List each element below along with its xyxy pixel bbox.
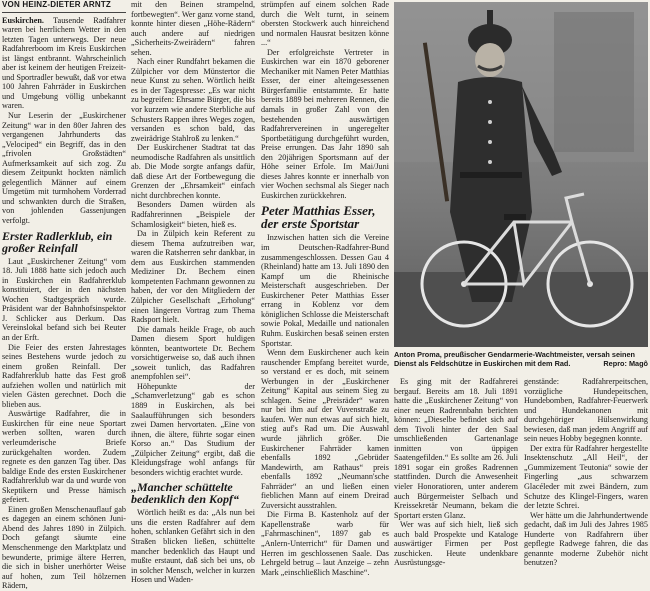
paragraph: Nur Leserin der „Euskirchener Zeitung“ war in den 80er Jahren des vergangenen Jahrhunderts das „Velociped“ ein Begriff, das in den „frivolen Großstädten“ Aufmerksamkeit auf sich zog. Zu diesem Zeitpunkt hockten nämlich gelegentlich Männer auf einem Umgetüm mit turmhohem Vorderrad und schwankten durch die Straßen, von johlenden Gassenjungen verfolgt. — [2, 111, 126, 226]
paragraph: Der Euskirchener Stadtrat tat das neumodische Radfahren als unsittlich ab. Die Mode sorgte anfangs dafür, daß diese Art der Fortbewegung die Grenzen der „Ehrsamkeit“ einfach nicht durchbrechen konnte. — [131, 143, 255, 200]
byline: VON HEINZ-DIETER ARNTZ — [2, 0, 111, 9]
gendarme-with-bicycle-photo — [394, 2, 648, 347]
photo-credit: Repro: Magô — [603, 358, 648, 368]
paragraph: Der erfolgreichste Vertreter in Euskirchen war ein 1870 geborener Mechaniker mit Namen Peter Matthias Esser, der einer alteingesessenen Bürgerfamilie entstammte. Er hatte bereits 1889 bei mehreren Rennen, die damals in großer Zahl von den bestehenden auswärtigen Radfahrervereinen in ungeregelter Sportbetätigung durchgeführt wurden, Preise errungen. Das Jahr 1890 sah den 20jährigen Sportsmann auf der Höhe seiner Erfole. Im Mai/Juni dieses Jahres konnte er innerhalb von vier Wochen sechsmal als Sieger nach Euskirchen zurückkehren. — [261, 47, 389, 200]
caption-text: Anton Proma, preußischer Gendarmerie-Wachtmeister, versah seinen Dienst als Feldschütze in Euskirchen mit dem Rad. — [394, 350, 636, 368]
photo-caption — [394, 351, 648, 369]
paragraph: strümpfen auf einem solchen Rade durch die Welt turnt, in seinem obersten Stockwerk auch hinreichend und normalen Hausrat besitzen könne ...“ — [261, 0, 389, 48]
subheading-esser: Peter Matthias Esser, der erste Sportstar — [261, 203, 376, 232]
column-5 — [524, 377, 648, 568]
paragraph: Die Feier des ersten Jahrestages seines Bestehens wurde jedoch zu einem großen Reinfall. Der Radfahrerklub hatte das Fest groß aufziehen wollen und natürlich mit vielen Gästen gerechnet. Doch die blieben aus. — [2, 342, 126, 409]
paragraph: Wörtlich heißt es da: „Als nun bei uns die ersten Radfahrer auf dem hohen, schlanken Gefährt sich in den Straßen blicken ließen, schüttelte mancher bedenklich das Haupt und mußte erstaunt, daß sich bei uns, ob in solcher Mensch, welcher in kurzen Hosen und Waden- — [131, 508, 255, 585]
paragraph: mit den Beinen strampelnd, fortbewegten“. Wer ganz vorne stand, konnte hinter diesen „Höhe-Rädern“ auch andere auf niedrigen „Sicherheits-Zweirädern“ fahren sehen. — [131, 0, 255, 57]
paragraph: Es ging mit der Radfahrerei bergauf. Bereits am 18. Juli 1891 hatte die „Euskirchener Zeitung“ von einer neuen Radrennbahn berichten können: „Dieselbe befindet sich auf dem Tivoli hinter der den Saal umschließenden Gartenanlage inmitten von üppigen Saatengefilden.“ Es sollte am 26. Juli 1891 sogar ein großes Radrennen stattfinden. Durch die Anwesenheit vieler Honoratioren, unter anderem auch Bürgermeister Selbach und Kreissekretär Neumann, bekam die Sportart ersten Glanz. — [394, 377, 518, 520]
paragraph: Der extra für Radfahrer hergestellte Insektenschutz „All Heil“, der „Gummizement Teutonia“ sowie der Fingerling „aus schwarzem Glacéleder mit zwei Bändern, zum Schutze des Klingel-Fingers, waren der letzte Schrei. — [524, 443, 648, 511]
paragraph: Die damals heikle Frage, ob auch Damen diesem Sport huldigen könnten, beantwortete Dr. Bechem vorsichtigerweise so, daß auch ihnen „soweit tunlich, das Radfahren anempfohlen sei“. — [131, 324, 255, 382]
column-4 — [394, 377, 518, 568]
paragraph: Die Firma B. Kastenholz auf der Kapellenstraße warb für „Fahrmaschinen“, 1897 gab es „Anlern-Unterricht“ für Damen und Herren im geschlossenen Saale. Das Lehrgeld betrug – laut Anzeige – zehn Mark „einschließlich Maschine“. — [261, 510, 389, 577]
dateline: Euskirchen. — [2, 15, 44, 25]
paragraph: Euskirchen. Tausende Radfahrer waren bei herrlichem Wetter in den letzten Tagen unterwegs. Der neue Radfahrerboom im Kreis Euskirchen ist längst entbrannt. Wahrscheinlich aber ist keinem der heutigen Freizeit- und Sportradler bewußt, daß vor etwa 100 Jahren Fahrräder in Euskirchen und Umgebung völlig unbekannt waren. — [2, 15, 126, 111]
byline-rule — [2, 12, 126, 13]
paragraph: Besonders Damen würden als Radfahrerinnen „Beispiele der Schamlosigkeit“ bieten, hieß es. — [131, 200, 255, 229]
paragraph: Wenn dem Euskirchener auch kein rauschender Empfang bereitet wurde, so verstand er es doch, mit seinem Werbungen in der „Euskirchener Zeitung“ Kapital aus seinem Sieg zu schlagen. Seine „Preisräder“ waren nur bei ihm auf der Vuvenstraße zu kaufen. Wer nun etwas auf sich hielt, stieg auf's Rad um. Die Auswahl wurde jährlich größer. Die Euskirchener Fahrräder kamen ebenfalls 1892 „Gebrüder Mandewirth, am Rathaus“ preis ebenfalls 1892 „Neumann'sche Fahrräder“ an und ließen einen fieblichen Mann auf einem Dreirad Zuversicht ausstrahlen. — [261, 348, 389, 510]
paragraph: genstände: Radfahrerpeitschen, vorzügliche Hundepeitschen, Hundebomben, Radfahrer-Feuerwerk und Hundekanonen mit durchgehöriger Hülsenwirkung bewiesen, daß man jedem Angriff auf sein neues Hobby begegnen konnte. — [524, 377, 648, 444]
paragraph: Da in Zülpich kein Referent zu diesem Thema aufzutreiben war, waren die Ratsherren sehr dankbar, in dem aus Euskirchen stammenden Mediziner Dr. Bechem einen kompetenten Fachmann gewonnen zu haben, der vor den Mitgliedern der Zülpicher Gesellschaft „Erholung“ einen längeren Vortrag zum Thema Radsport hielt. — [131, 229, 255, 325]
historic-photo — [394, 2, 648, 347]
subheading-radlerklub: Erster Radlerklub, ein großer Reinfall — [2, 228, 113, 255]
paragraph: Einen großen Menschenauflauf gab es dagegen an einem schönen Juni-Abend des Jahres 1890 in Zülpich. Doch gefangt säumte eine Menschenmenge den Marktplatz und bewunderte, primige ältere Herren, die sich in bisher unerhörter Weise auf hohen, zum Teil hölzernen Rädern, — [2, 504, 126, 591]
column-1 — [2, 0, 126, 591]
column-2 — [131, 0, 255, 585]
subheading-kopf: „Mancher schüttelte bedenklich den Kopf“ — [131, 480, 239, 507]
paragraph: Auswärtige Radfahrer, die in Euskirchen für eine neue Sportart werben sollten, waren durch verleumderische Briefe zurückgehalten worden. Zudem regnete es den ganzen Tag über. Das baldige Ende des ersten Euskirchener Radfahrerklub war da und wurde von Skeptikern und Presse hämisch gefeiert. — [2, 409, 126, 505]
paragraph: Inzwischen hatten sich die Vereine im Deutschen-Radfahrer-Bund zusammengeschlossen. Dessen Gau 4 (Rheinland) hatte am 13. Juli 1890 den Kampf um die Rheinische Meisterschaft ausgeschrieben. Der Euskirchener Peter Matthias Esser errang in Koblenz vor dem königlichen Schlosse die Meisterschaft sowie Pokal, Medaille und nationalen Ruhm. Euskirchen besaß seinen ersten Sportstar. — [261, 233, 390, 348]
paragraph: Wer hätte um die Jahrhundertwende gedacht, daß im Juli des Jahres 1985 Hunderte von Radfahrern über gepflegte Radwege fahren, die das genannte moderne Zubehör nicht benutzen? — [524, 510, 649, 568]
paragraph: Nach einer Rundfahrt bekamen die Zülpicher vor dem Münstertor die neue Kunst zu sehen. Wörtlich heißt es in der Tagespresse: „Es war nicht zu begreifen: Ehrsame Bürger, die bis vor kurzem wie andere Sterbliche auf Schusters Rappen ihres Weges zogen, versanden es schon bald, das zweirädrige Stahlroß zu lenken.“ — [131, 57, 255, 143]
paragraph: Laut „Euskirchener Zeitung“ vom 18. Juli 1888 hatte sich jedoch auch in Euskirchen ein Radfahrerklub konstituiert, der in den nächsten Wochen Stadtgespräch wurde. Präsident war der Bahnhofsinspektor J. Schlicker aus Derkum. Das Vereinslokal befand sich bei Reuter an der Erft. — [2, 256, 126, 342]
paragraph: Höhepunkte der „Schamverletzung“ gab es schon 1889 in Euskirchen, als bei Saalaufführungen sich besonders zwei Damen hervortaten. „Eine von ihnen, die ältere, führte sogar einen Korso an.“ Das Studium der „Zülpicher Zeitung“ ergibt, daß die Kleidungsfrage wohl anfangs für besonders wichtig erachtet wurde. — [131, 381, 255, 477]
column-3 — [261, 0, 389, 577]
paragraph: Wer was auf sich hielt, ließ sich auch bald Prospekte und Kataloge auswärtiger Firmen per Post zuschicken. Heute undenkbare Ausrüstungsge- — [394, 520, 518, 568]
